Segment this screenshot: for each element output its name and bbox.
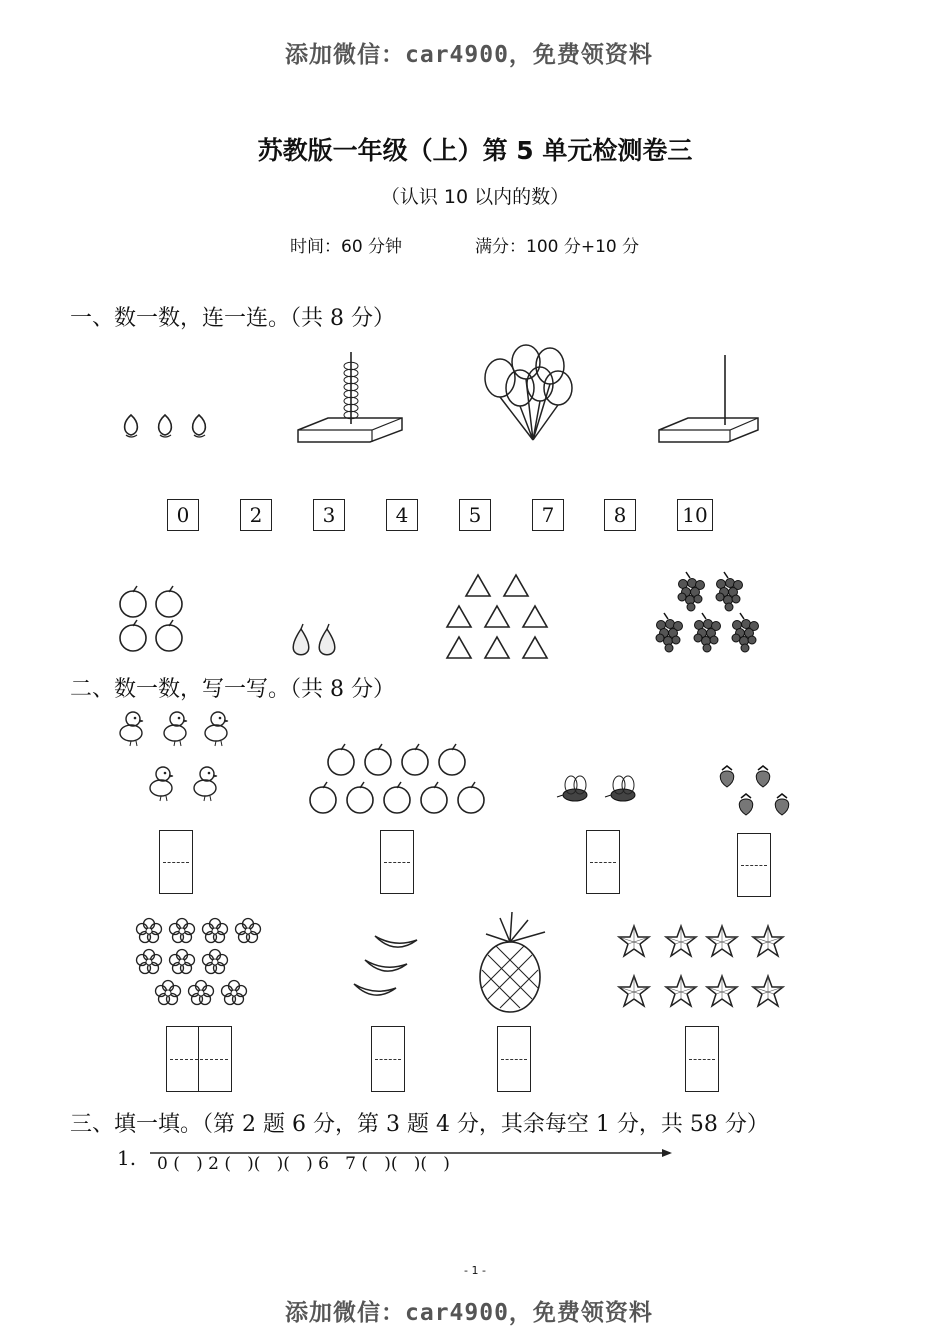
stars-8: [619, 926, 783, 1006]
strawberries-4: [720, 766, 789, 815]
answer-box-chicks[interactable]: [159, 830, 193, 894]
apples-4: [120, 586, 182, 651]
number-line-labels[interactable]: 0 ( ) 2 ( )( )( ) 6 7 ( )( )( ): [157, 1154, 450, 1174]
number-box-7[interactable]: 7: [532, 499, 564, 531]
chicks-5: [120, 712, 228, 801]
pears-2: [293, 624, 335, 655]
flowers-10: [137, 919, 261, 1005]
number-box-0[interactable]: 0: [167, 499, 199, 531]
number-box-3[interactable]: 3: [313, 499, 345, 531]
peaches-3: [125, 415, 206, 437]
bananas-3: [354, 936, 417, 995]
section3-heading: 三、填一填。（第 2 题 6 分，第 3 题 4 分，其余每空 1 分，共 58 分）: [70, 1112, 769, 1137]
section1-heading: 一、数一数，连一连。（共 8 分）: [70, 306, 395, 331]
answer-box-strawberries[interactable]: [737, 833, 771, 897]
exam-time: 时间：60 分钟: [290, 237, 403, 257]
apples-9: [310, 744, 484, 813]
answer-box-bees[interactable]: [586, 830, 620, 894]
balloons: [485, 345, 572, 440]
page-title: 苏教版一年级（上）第 5 单元检测卷三: [257, 136, 693, 165]
bees-2: [557, 776, 635, 801]
empty-abacus: [659, 355, 758, 442]
answer-box-bananas[interactable]: [371, 1026, 405, 1092]
number-box-2[interactable]: 2: [240, 499, 272, 531]
grapes-5: [656, 572, 759, 652]
answer-box-stars[interactable]: [685, 1026, 719, 1092]
exam-score: 满分：100 分+10 分: [475, 237, 640, 257]
number-box-10[interactable]: 10: [677, 499, 713, 531]
page-number: - 1 -: [464, 1264, 486, 1277]
watermark-top: 添加微信：car4900，免费领资料: [285, 42, 653, 68]
section2-heading: 二、数一数，写一写。（共 8 分）: [70, 677, 395, 702]
number-box-5[interactable]: 5: [459, 499, 491, 531]
watermark-bottom: 添加微信：car4900，免费领资料: [285, 1300, 653, 1326]
number-box-8[interactable]: 8: [604, 499, 636, 531]
answer-box-apples[interactable]: [380, 830, 414, 894]
triangles-7: [447, 575, 547, 658]
question1-label: 1.: [117, 1146, 137, 1170]
page-subtitle: （认识 10 以内的数）: [380, 186, 570, 208]
answer-box-flowers[interactable]: [166, 1026, 232, 1092]
answer-box-pineapple[interactable]: [497, 1026, 531, 1092]
number-box-4[interactable]: 4: [386, 499, 418, 531]
pineapple-1: [480, 912, 545, 1012]
abacus-beads: [298, 352, 402, 442]
